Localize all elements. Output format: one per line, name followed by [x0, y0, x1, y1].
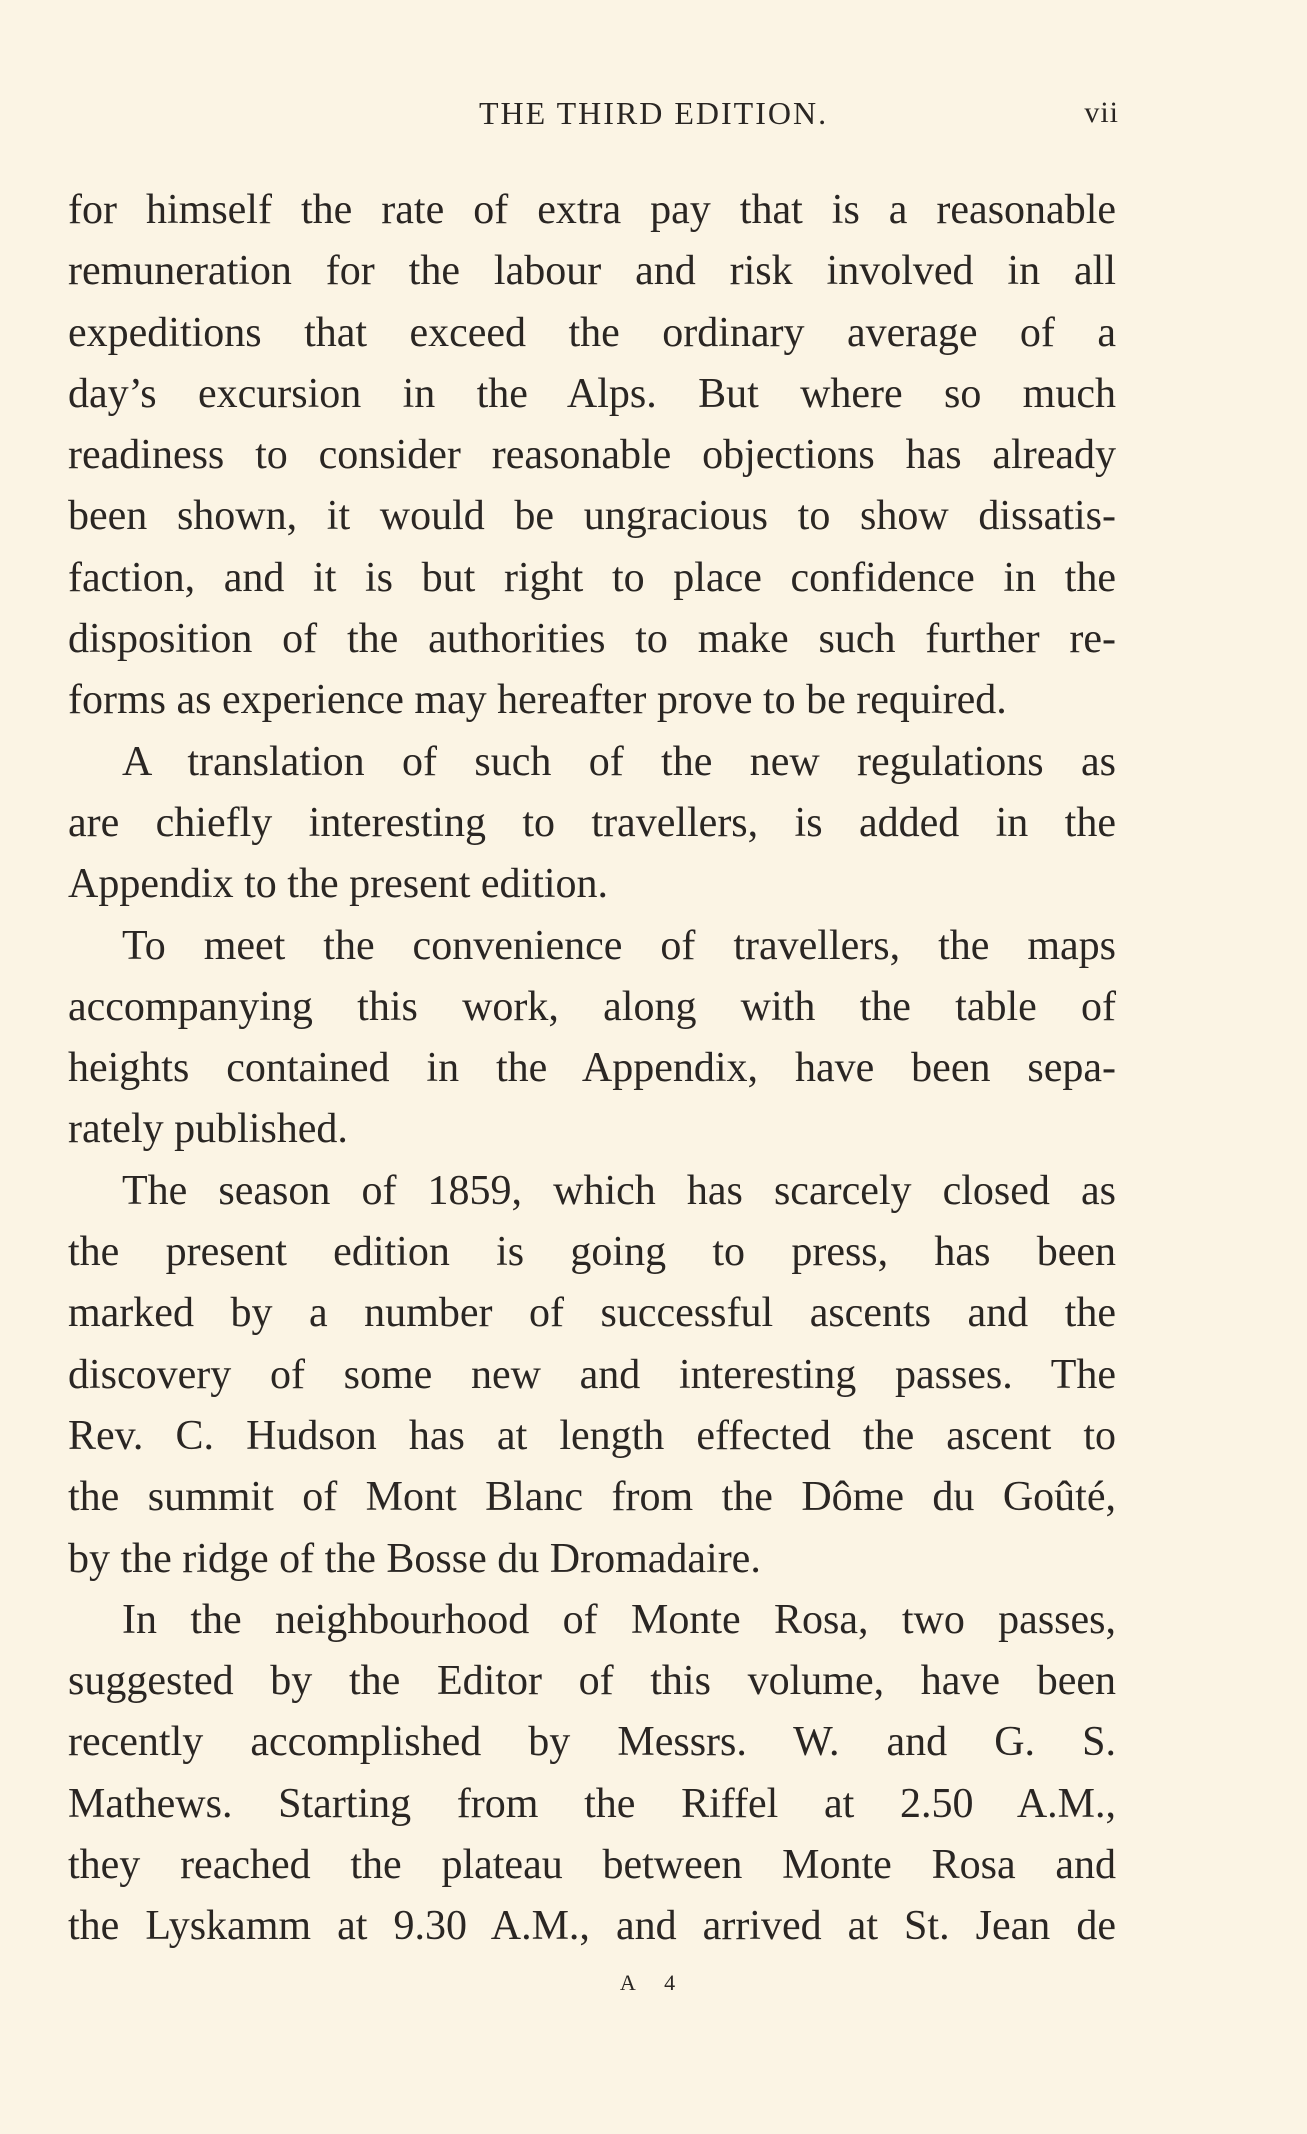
text-line: suggested by the Editor of this volume, have been: [68, 1658, 1116, 1705]
text-line: In the neighbourhood of Monte Rosa, two passes,: [122, 1596, 1116, 1643]
text-line: Mathews. Starting from the Riffel at 2.50 A.M.,: [68, 1780, 1116, 1827]
signature-mark: A 4: [619, 1970, 688, 1995]
text-line: A translation of such of the new regulations as: [122, 738, 1116, 785]
text-line: rately published.: [68, 1106, 348, 1153]
text-line: by the ridge of the Bosse du Dromadaire.: [68, 1535, 761, 1582]
text-line: are chiefly interesting to travellers, is added in the: [68, 799, 1116, 846]
page-title: THE THIRD EDITION.: [478, 95, 829, 131]
body-text: [68, 180, 1116, 1958]
text-line: marked by a number of successful ascents and the: [68, 1290, 1116, 1337]
text-line: for himself the rate of extra pay that is a reasonable: [68, 187, 1116, 233]
text-line: expeditions that exceed the ordinary average of a: [68, 309, 1116, 356]
text-line: accompanying this work, along with the table of: [68, 983, 1116, 1030]
text-line: Appendix to the present edition.: [68, 861, 609, 908]
text-line: The season of 1859, which has scarcely closed as: [122, 1167, 1116, 1214]
running-head: [0, 88, 1307, 138]
page-number: vii: [1084, 96, 1119, 129]
text-line: day’s excursion in the Alps. But where so much: [68, 370, 1116, 417]
text-line: discovery of some new and interesting passes. The: [68, 1351, 1116, 1398]
text-line: recently accomplished by Messrs. W. and G. S.: [68, 1719, 1116, 1766]
text-line: the present edition is going to press, has been: [68, 1229, 1116, 1276]
text-line: remuneration for the labour and risk involved in all: [68, 248, 1116, 295]
text-line: faction, and it is but right to place confidence in the: [68, 554, 1116, 601]
text-line: heights contained in the Appendix, have been sepa-: [68, 1045, 1116, 1092]
text-line: Rev. C. Hudson has at length effected the ascent to: [68, 1412, 1116, 1459]
text-line: the Lyskamm at 9.30 A.M., and arrived at St. Jean de: [68, 1903, 1116, 1950]
text-line: To meet the convenience of travellers, the maps: [122, 922, 1116, 969]
text-line: disposition of the authorities to make such further re-: [68, 616, 1116, 663]
text-line: readiness to consider reasonable objections has already: [68, 432, 1116, 479]
text-line: they reached the plateau between Monte Rosa and: [68, 1842, 1116, 1889]
text-line: been shown, it would be ungracious to show dissatis-: [68, 493, 1116, 540]
text-line: the summit of Mont Blanc from the Dôme du Goûté,: [68, 1474, 1116, 1521]
text-line: forms as experience may hereafter prove to be required.: [68, 677, 1007, 724]
